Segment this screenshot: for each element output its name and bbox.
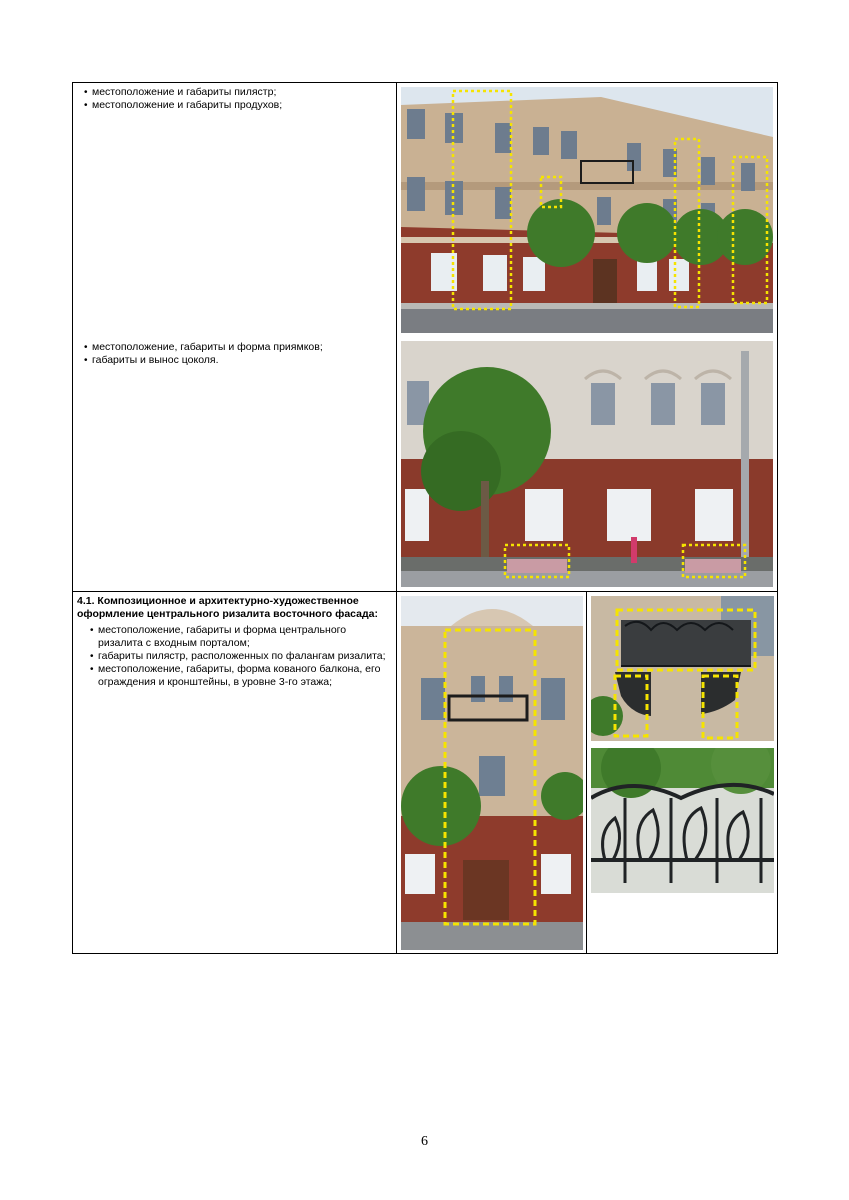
page-number: 6 xyxy=(421,1134,428,1149)
list-item: • габариты пилястр, расположенных по фалангам ризалита; xyxy=(83,650,393,663)
risalit-list xyxy=(83,624,393,689)
list-item: • габариты и вынос цоколя. xyxy=(77,354,393,367)
list-item: • местоположение, габариты и форма приямков; xyxy=(77,341,393,354)
section-heading: 4.1. Композиционное и архитектурно-художественное оформление центрального ризалита восточного фасада: xyxy=(77,595,378,620)
central-risalit-icon xyxy=(401,596,583,950)
balcony-railing-detail-icon xyxy=(591,748,774,893)
list-item: • местоположение и габариты пилястр; xyxy=(77,86,393,99)
building-facade-upper-floors-icon xyxy=(401,87,773,333)
building-facade-ground-floor-icon xyxy=(401,341,773,587)
text-cell-upper xyxy=(72,82,397,592)
list-item: • местоположение, габариты и форма центрального ризалита с входным порталом; xyxy=(83,624,393,650)
photo-cell-risalit xyxy=(396,591,587,954)
pit-list xyxy=(77,341,393,367)
pilaster-list xyxy=(77,86,393,112)
photo-cell-upper xyxy=(396,82,778,592)
list-item: • местоположение, габариты, форма кованого балкона, его ограждения и кронштейны, в уровне 3-го этажа; xyxy=(83,663,393,689)
text-cell-lower xyxy=(72,591,397,954)
photo-cell-balcony xyxy=(586,591,778,954)
list-item: • местоположение и габариты продухов; xyxy=(77,99,393,112)
balcony-closeup-icon xyxy=(591,596,774,741)
